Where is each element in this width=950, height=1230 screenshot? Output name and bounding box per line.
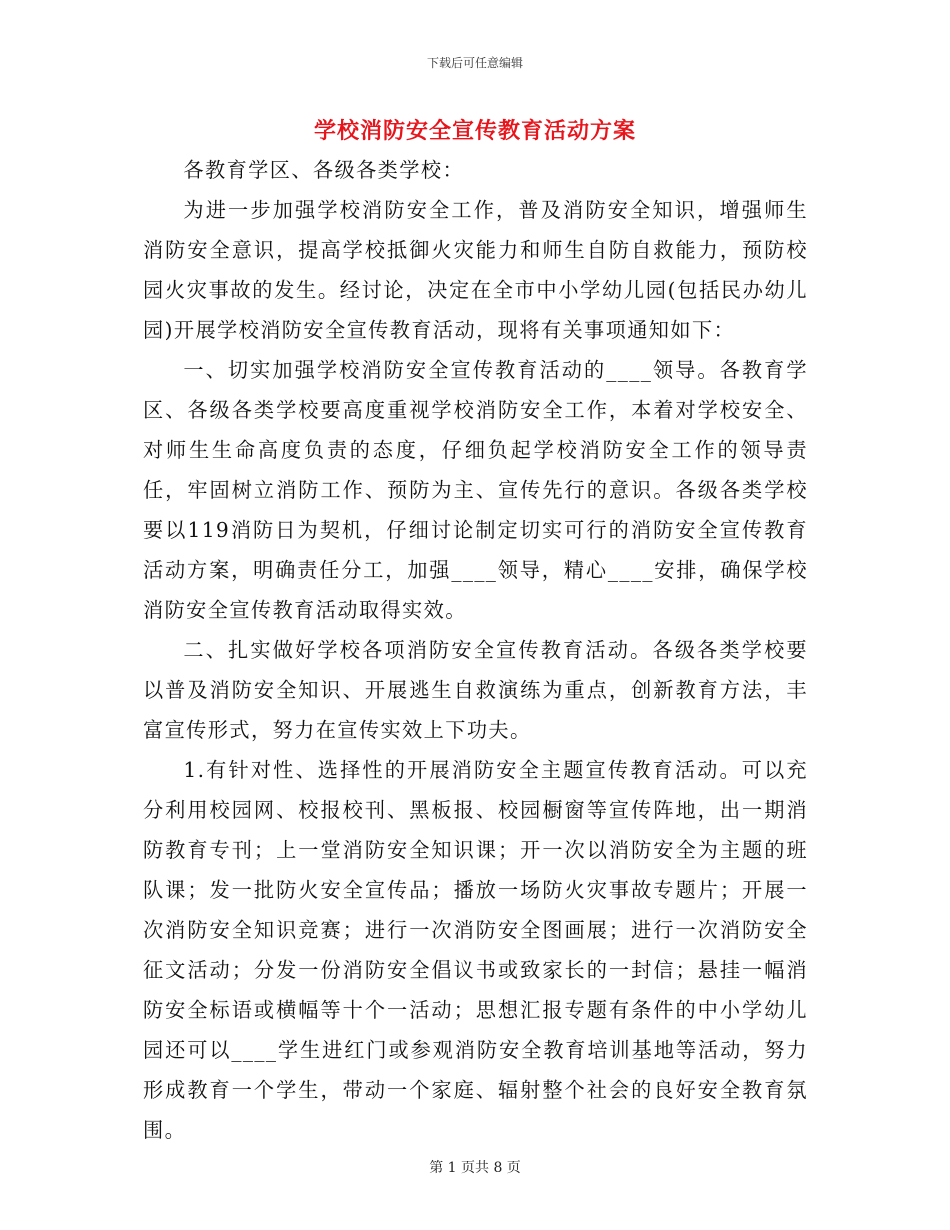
salutation: 各教育学区、各级各类学校：	[183, 158, 465, 182]
paragraph-item-1: 1.有针对性、选择性的开展消防安全主题宣传教育活动。可以充分利用校园网、校报校刊、黑板报、校园橱窗等宣传阵地，出一期消防教育专刊；上一堂消防安全知识课；开一次以消防安全为主题的班队课；发一批防火安全宣传品；播放一场防火灾事故专题片；开展一次消防安全知识竞赛；进行一次消防安全图画展；进行一次消防安全征文活动；分发一份消防安全倡议书或致家长的一封信；悬挂一幅消防安全标语或横幅等十个一活动；思想汇报专题有条件的中小学幼儿园还可以____学生进红门或参观消防安全教育培训基地等活动，努力形成教育一个学生，带动一个家庭、辐射整个社会的良好安全教育氛围。	[143, 758, 808, 1142]
paragraph-intro: 为进一步加强学校消防安全工作，普及消防安全知识，增强师生消防安全意识，提高学校抵御火灾能力和师生自防自救能力，预防校园火灾事故的发生。经讨论，决定在全市中小学幼儿园(包括民办幼儿园)开展学校消防安全宣传教育活动，现将有关事项通知如下：	[143, 198, 808, 342]
page-number: 第 1 页共 8 页	[429, 1160, 521, 1176]
document-body	[143, 150, 808, 1150]
header-note: 下载后可任意编辑	[426, 56, 523, 70]
paragraph-section-1: 一、切实加强学校消防安全宣传教育活动的____领导。各教育学区、各级各类学校要高度重视学校消防安全工作，本着对学校安全、对师生生命高度负责的态度，仔细负起学校消防安全工作的领导责任，牢固树立消防工作、预防为主、宣传先行的意识。各级各类学校要以119消防日为契机，仔细讨论制定切实可行的消防安全宣传教育活动方案，明确责任分工，加强____领导，精心____安排，确保学校消防安全宣传教育活动取得实效。	[143, 358, 808, 622]
paragraph-section-2: 二、扎实做好学校各项消防安全宣传教育活动。各级各类学校要以普及消防安全知识、开展逃生自救演练为重点，创新教育方法，丰富宣传形式，努力在宣传实效上下功夫。	[143, 638, 808, 742]
document-title: 学校消防安全宣传教育活动方案	[313, 118, 636, 144]
